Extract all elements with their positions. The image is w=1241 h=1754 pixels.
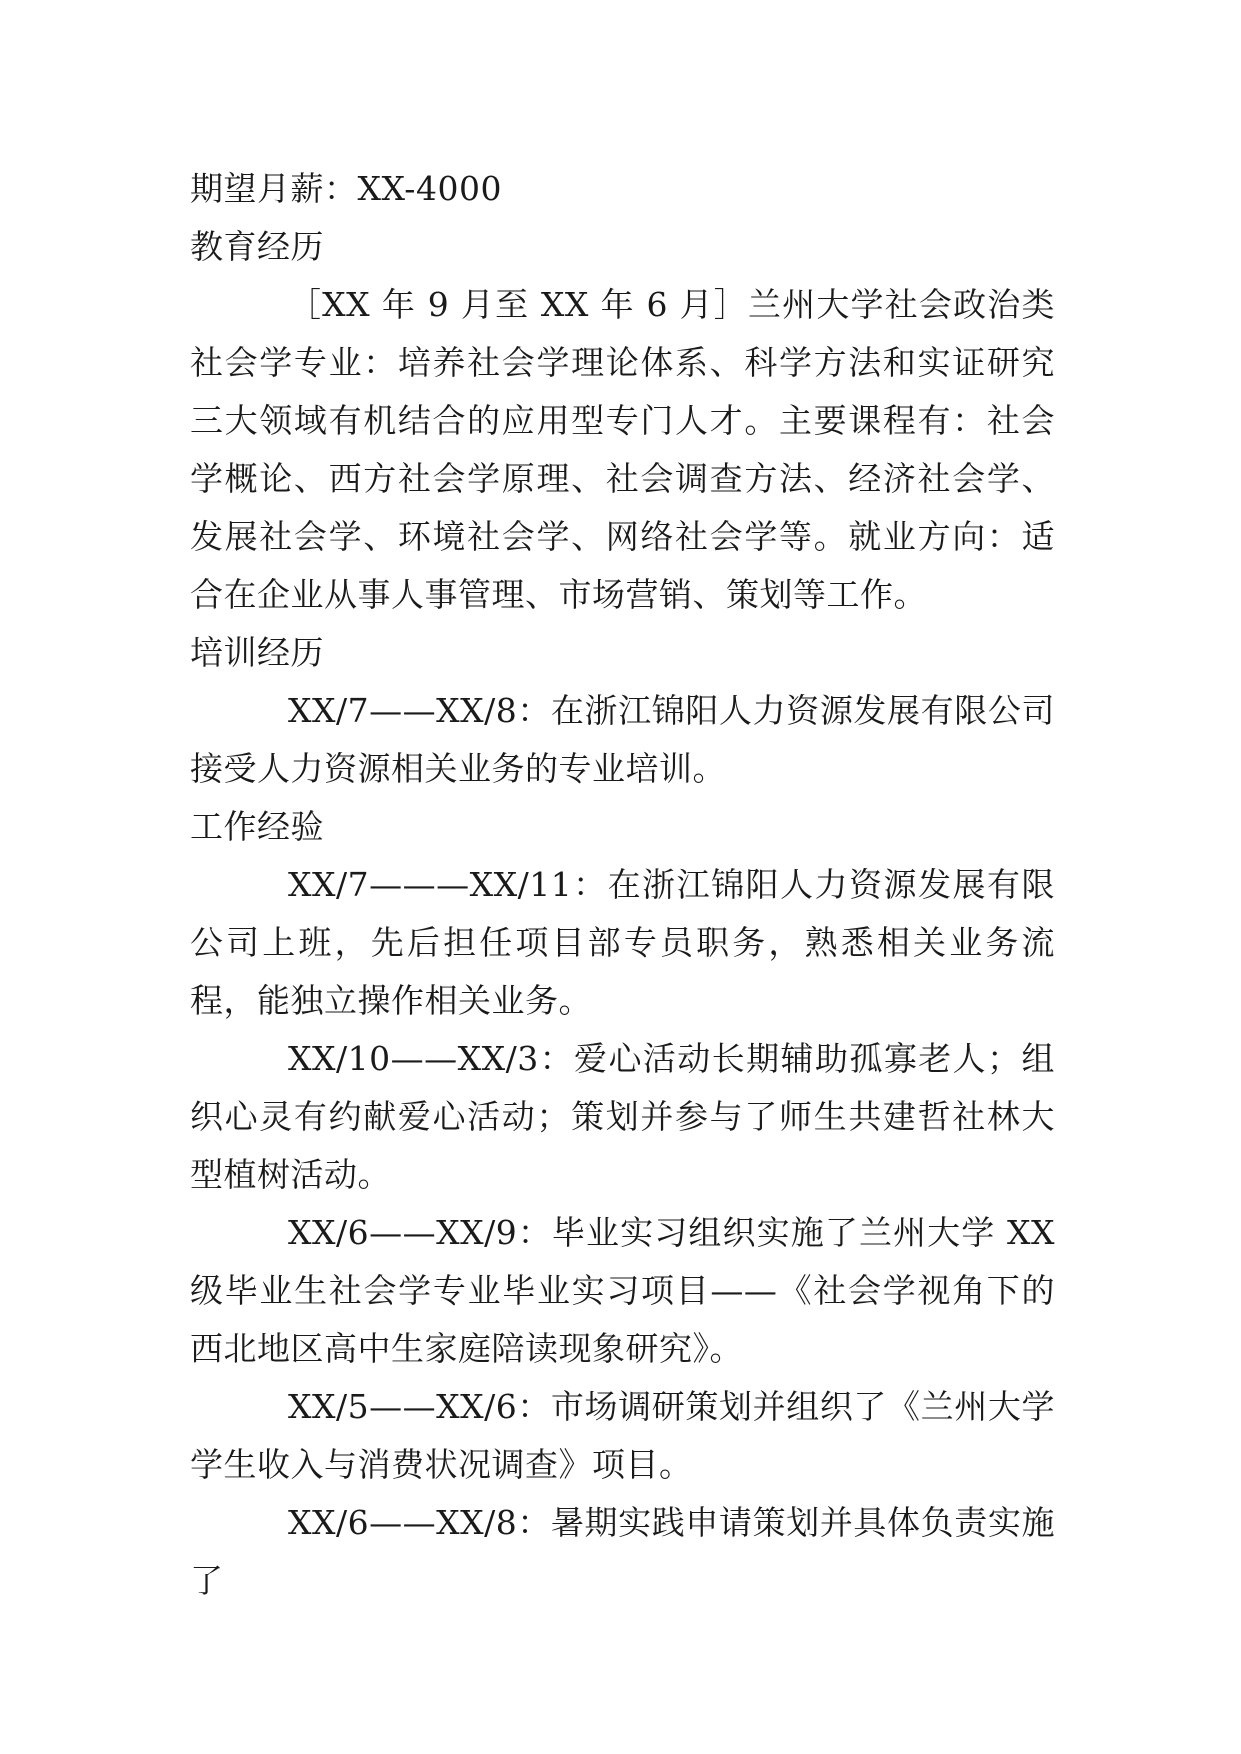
- work-entry: XX/7———XX/11：在浙江锦阳人力资源发展有限公司上班，先后担任项目部专员职务，熟悉相关业务流程，能独立操作相关业务。: [190, 865, 1055, 1020]
- document-body: [190, 160, 1055, 1610]
- training-heading: 培训经历: [190, 633, 324, 672]
- training-paragraph: XX/7——XX/8：在浙江锦阳人力资源发展有限公司接受人力资源相关业务的专业培训。: [190, 691, 1055, 788]
- work-entry: XX/6——XX/9：毕业实习组织实施了兰州大学 XX 级毕业生社会学专业毕业实习项目——《社会学视角下的西北地区高中生家庭陪读现象研究》。: [190, 1213, 1055, 1368]
- education-heading: 教育经历: [190, 227, 324, 266]
- work-entry: XX/5——XX/6：市场调研策划并组织了《兰州大学学生收入与消费状况调查》项目。: [190, 1387, 1055, 1484]
- work-heading: 工作经验: [190, 807, 324, 846]
- work-entry: XX/10——XX/3：爱心活动长期辅助孤寡老人；组织心灵有约献爱心活动；策划并参与了师生共建哲社林大型植树活动。: [190, 1039, 1055, 1194]
- expected-salary-line: 期望月薪：XX-4000: [190, 169, 502, 208]
- work-entry: XX/6——XX/8：暑期实践申请策划并具体负责实施了: [190, 1503, 1055, 1600]
- education-paragraph: ［XX 年 9 月至 XX 年 6 月］兰州大学社会政治类社会学专业：培养社会学理论体系、科学方法和实证研究三大领域有机结合的应用型专门人才。主要课程有：社会学概论、西方社会学原理、社会调查方法、经济社会学、发展社会学、环境社会学、网络社会学等。就业方向：适合在企业从事人事管理、市场营销、策划等工作。: [190, 285, 1055, 614]
